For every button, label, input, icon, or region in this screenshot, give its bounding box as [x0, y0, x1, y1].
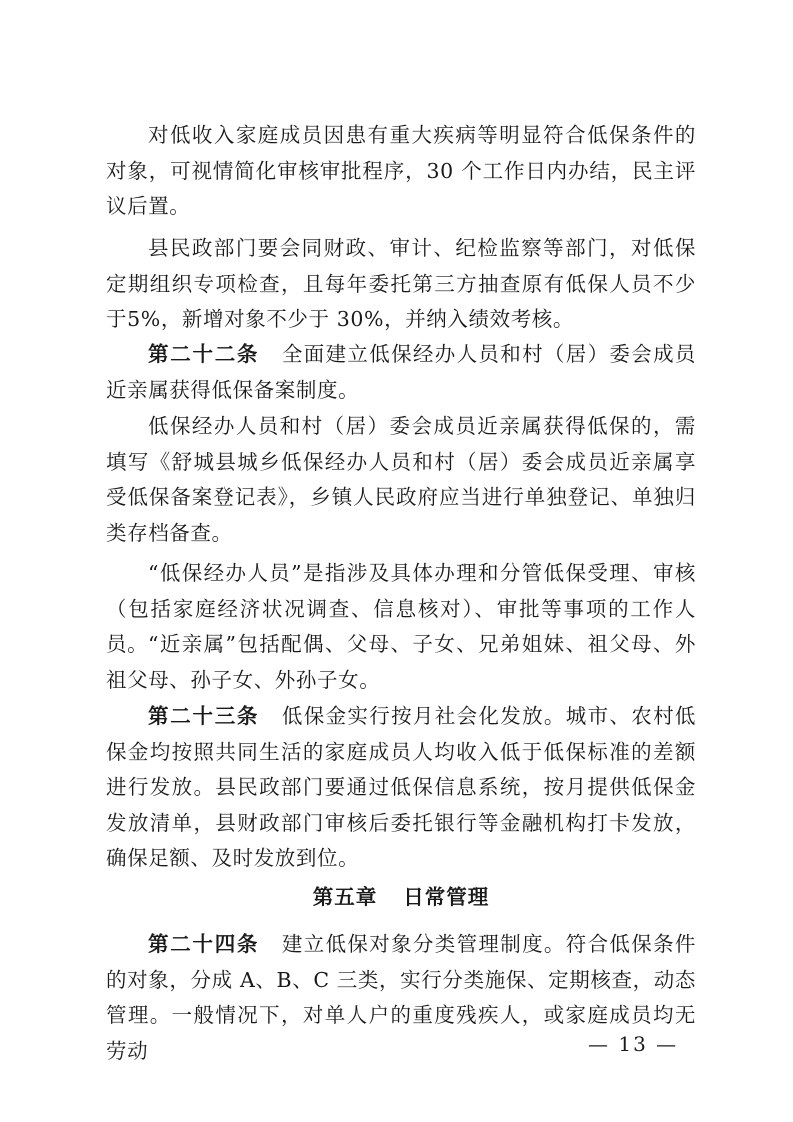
paragraph-text: 县民政部门要会同财政、审计、纪检监察等部门，对低保定期组织专项检查，且每年委托第三方抽查原有低保人员不少于5%，新增对象不少于 30%，并纳入绩效考核。	[106, 236, 696, 331]
article-22	[106, 337, 696, 408]
paragraph-2	[106, 231, 696, 338]
article-heading: 第二十四条	[148, 932, 260, 956]
paragraph-6	[106, 627, 696, 698]
paragraph-text: 建立低保对象分类管理制度。符合低保条件的对象，分成 A、B、C 三类，实行分类施保、定期核查，动态管理。一般情况下，对单人户的重度残疾人，或家庭成员均无劳动	[106, 932, 696, 1063]
paragraph-4	[106, 409, 696, 551]
article-heading: 第二十二条	[148, 342, 260, 366]
paragraph-text: 对低收入家庭成员因患有重大疾病等明显符合低保条件的对象，可视情简化审核审批程序，30 个工作日内办结，民主评议后置。	[106, 123, 696, 218]
chapter-number: 第五章	[312, 885, 378, 909]
chapter-title: 日常管理	[403, 885, 490, 909]
paragraph-text: 全面建立低保经办人员和村（居）委会成员近亲属获得低保备案制度。	[106, 342, 696, 402]
page-number: — 13 —	[588, 1032, 679, 1056]
chapter-heading	[106, 880, 696, 910]
paragraph-text: 低保金实行按月社会化发放。城市、农村低保金均按照共同生活的家庭成员人均收入低于低保标准的差额进行发放。县民政部门要通过低保信息系统，按月提供低保金发放清单，县财政部门审核后委托银行等金融机构打卡发放，确保足额、及时发放到位。	[106, 704, 696, 870]
paragraph-text: “近亲属”包括配偶、父母、子女、兄弟姐妹、祖父母、外祖父母、孙子女、外孙子女。	[106, 632, 696, 692]
paragraph-text: “低保经办人员”是指涉及具体办理和分管低保受理、审核（包括家庭经济状况调查、信息核对）、审批等事项的工作人员。	[106, 561, 696, 656]
article-23	[106, 699, 696, 877]
article-heading: 第二十三条	[148, 704, 260, 728]
paragraph-text: 低保经办人员和村（居）委会成员近亲属获得低保的，需填写《舒城县城乡低保经办人员和村（居）委会成员近亲属享受低保备案登记表》，乡镇人民政府应当进行单独登记、单独归类存档备查。	[106, 414, 696, 545]
paragraph-1	[106, 118, 696, 225]
